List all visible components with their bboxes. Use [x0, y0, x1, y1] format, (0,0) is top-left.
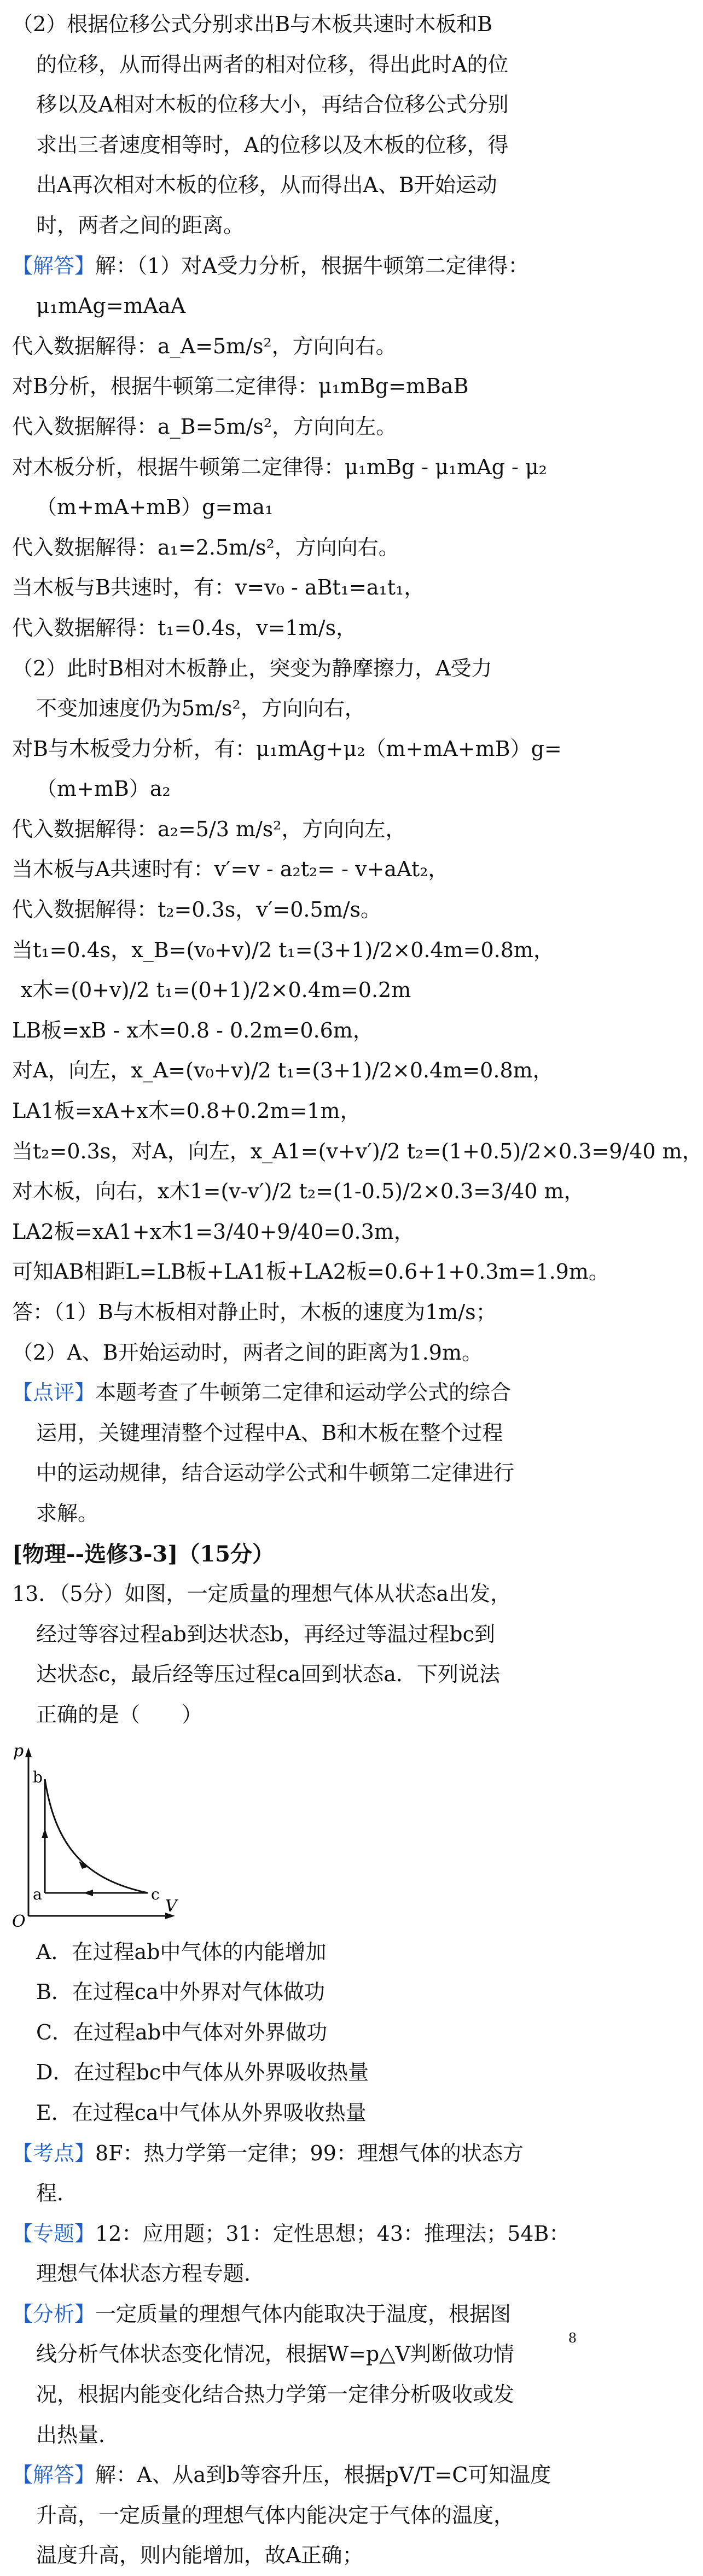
formula-line: LA1板=xA+x木=0.8+0.2m=1m，: [12, 1099, 361, 1123]
answer-intro: 解：（1）对A受力分析，根据牛顿第二定律得：: [95, 253, 529, 278]
pv-diagram-svg: [12, 1741, 177, 1931]
comment-text: 本题考查了牛顿第二定律和运动学公式的综合: [95, 1380, 512, 1405]
option-c: C．在过程ab中气体对外界做功: [36, 2020, 328, 2044]
formula-line: x木=(0+v)/2 t₁=(0+1)/2×0.4m=0.2m: [21, 978, 411, 1003]
text-line: 代入数据解得：a_A=5m/s²，方向向右。: [12, 334, 397, 358]
formula-line: 对A，向左，x_A=(v₀+v)/2 t₁=(3+1)/2×0.4m=0.8m，: [12, 1058, 554, 1083]
section-heading: [物理--选修3-3]（15分）: [12, 1541, 274, 1567]
formula-line: 可知AB相距L=LB板+LA1板+LA2板=0.6+1+0.3m=1.9m。: [12, 1260, 609, 1284]
text-line: 时，两者之间的距离。: [36, 213, 245, 237]
text-line: （2）A、B开始运动时，两者之间的距离为1.9m。: [12, 1340, 483, 1365]
text-line: 代入数据解得：a₂=5/3 m/s²，方向向左，: [12, 817, 406, 841]
question-line: 13．（5分）如图，一定质量的理想气体从状态a出发，: [12, 1582, 512, 1606]
text-line: 对B分析，根据牛顿第二定律得：μ₁mBg=mBaB: [12, 374, 469, 399]
text-line: 理想气体状态方程专题．: [36, 2262, 265, 2286]
formula-line: μ₁mAg=mAaA: [36, 294, 186, 318]
kaodian-text: 8F：热力学第一定律；99：理想气体的状态方: [95, 2141, 524, 2165]
answer-heading-line: [12, 246, 580, 287]
page-number: 8: [568, 2330, 577, 2346]
text-line: 的位移，从而得出两者的相对位移，得出此时A的位: [36, 52, 509, 77]
formula-line: 对木板，向右，x木1=(v-v′)/2 t₂=(1-0.5)/2×0.3=3/40 m，: [12, 1179, 585, 1204]
text-line: 出热量．: [36, 2422, 120, 2447]
text-line: 代入数据解得：t₂=0.3s，v′=0.5m/s。: [12, 897, 381, 922]
formula-line: 当t₁=0.4s，x_B=(v₀+v)/2 t₁=(3+1)/2×0.4m=0.8m，: [12, 937, 554, 962]
option-d: D．在过程bc中气体从外界吸收热量: [36, 2060, 369, 2085]
text-line: 况，根据内能变化结合热力学第一定律分析吸收或发: [36, 2382, 515, 2407]
state-c-label: c: [151, 1885, 160, 1903]
zhuanti-text: 12：应用题；31：定性思想；43：推理法；54B：: [95, 2221, 570, 2246]
text-line: 当木板与B共速时，有：v=v₀ - aBt₁=a₁t₁，: [12, 575, 425, 600]
formula-line: 当t₂=0.3s，对A，向左，x_A1=(v+v′)/2 t₂=(1+0.5)/2×0.3=9/40 m，: [12, 1139, 703, 1163]
dianping-tag: 【点评】: [12, 1380, 96, 1405]
text-line: 线分析气体状态变化情况，根据W=p△V判断做功情: [36, 2342, 514, 2367]
formula-line: LA2板=xA1+x木1=3/40+9/40=0.3m，: [12, 1219, 415, 1244]
origin-label: O: [12, 1911, 26, 1931]
text-line: 升高，一定质量的理想气体内能决定于气体的温度，: [36, 2503, 515, 2527]
kaodian-tag: 【考点】: [12, 2141, 96, 2165]
text-line: 不变加速度仍为5m/s²，方向向右，: [36, 696, 365, 721]
text-line: 对B与木板受力分析，有：μ₁mAg+μ₂（m+mA+mB）g=: [12, 736, 562, 761]
question-line: 经过等容过程ab到达状态b，再经过等温过程bc到: [36, 1622, 495, 1646]
jieda2-line: [12, 2455, 580, 2496]
option-e: E．在过程ca中气体从外界吸收热量: [36, 2100, 367, 2125]
state-b-label: b: [33, 1768, 43, 1786]
question-line: 达状态c，最后经等压过程ca回到状态a．下列说法: [36, 1662, 500, 1687]
jieda2-tag: 【解答】: [12, 2463, 96, 2487]
pv-diagram: [12, 1735, 580, 1932]
formula-line: LB板=xB - x木=0.8 - 0.2m=0.6m，: [12, 1018, 374, 1042]
jieda2-text: 解：A、从a到b等容升压，根据pV/T=C可知温度: [95, 2463, 551, 2487]
text-line: （2）根据位移公式分别求出B与木板共速时木板和B: [12, 12, 493, 36]
text-line: （m+mA+mB）g=ma₁: [36, 495, 274, 520]
fenxi-line: [12, 2294, 580, 2335]
text-line: （2）此时B相对木板静止，突变为静摩擦力，A受力: [12, 656, 492, 680]
jieda-tag: 【解答】: [12, 253, 96, 278]
text-line: 求出三者速度相等时，A的位移以及木板的位移，得: [36, 132, 509, 157]
text-line: 温度升高，则内能增加，故A正确；: [36, 2543, 363, 2568]
fenxi-text: 一定质量的理想气体内能取决于温度，根据图: [95, 2301, 512, 2326]
text-line: 代入数据解得：a₁=2.5m/s²，方向向右。: [12, 535, 399, 560]
text-line: 运用，关键理清整个过程中A、B和木板在整个过程: [36, 1420, 503, 1445]
comment-line: [12, 1373, 580, 1413]
text-line: 对木板分析，根据牛顿第二定律得：μ₁mBg - μ₁mAg - μ₂: [12, 454, 547, 479]
text-line: （m+mB）a₂: [36, 777, 171, 801]
text-line: 答：（1）B与木板相对静止时，木板的速度为1m/s；: [12, 1300, 497, 1324]
state-a-label: a: [33, 1885, 42, 1903]
p-axis-label: p: [13, 1741, 24, 1761]
text-line: 出A再次相对木板的位移，从而得出A、B开始运动: [36, 173, 497, 197]
text-line: 当木板与A共速时有：v′=v - a₂t₂= - v+aAt₂，: [12, 857, 449, 882]
option-a: A．在过程ab中气体的内能增加: [36, 1939, 327, 1964]
option-b: B．在过程ca中外界对气体做功: [36, 1980, 325, 2004]
text-line: 代入数据解得：a_B=5m/s²，方向向左。: [12, 414, 397, 439]
text-line: 移以及A相对木板的位移大小，再结合位移公式分别: [36, 92, 509, 117]
kaodian-line: [12, 2134, 580, 2174]
text-line: 代入数据解得：t₁=0.4s，v=1m/s，: [12, 615, 357, 640]
zhuanti-tag: 【专题】: [12, 2221, 96, 2246]
text-line: 中的运动规律，结合运动学公式和牛顿第二定律进行: [36, 1461, 515, 1485]
zhuanti-line: [12, 2214, 580, 2254]
v-axis-label: V: [165, 1896, 177, 1916]
fenxi-tag: 【分析】: [12, 2301, 96, 2326]
text-line: 求解。: [36, 1501, 99, 1525]
text-line: 程．: [36, 2181, 78, 2206]
question-line: 正确的是（ ）: [36, 1702, 203, 1727]
